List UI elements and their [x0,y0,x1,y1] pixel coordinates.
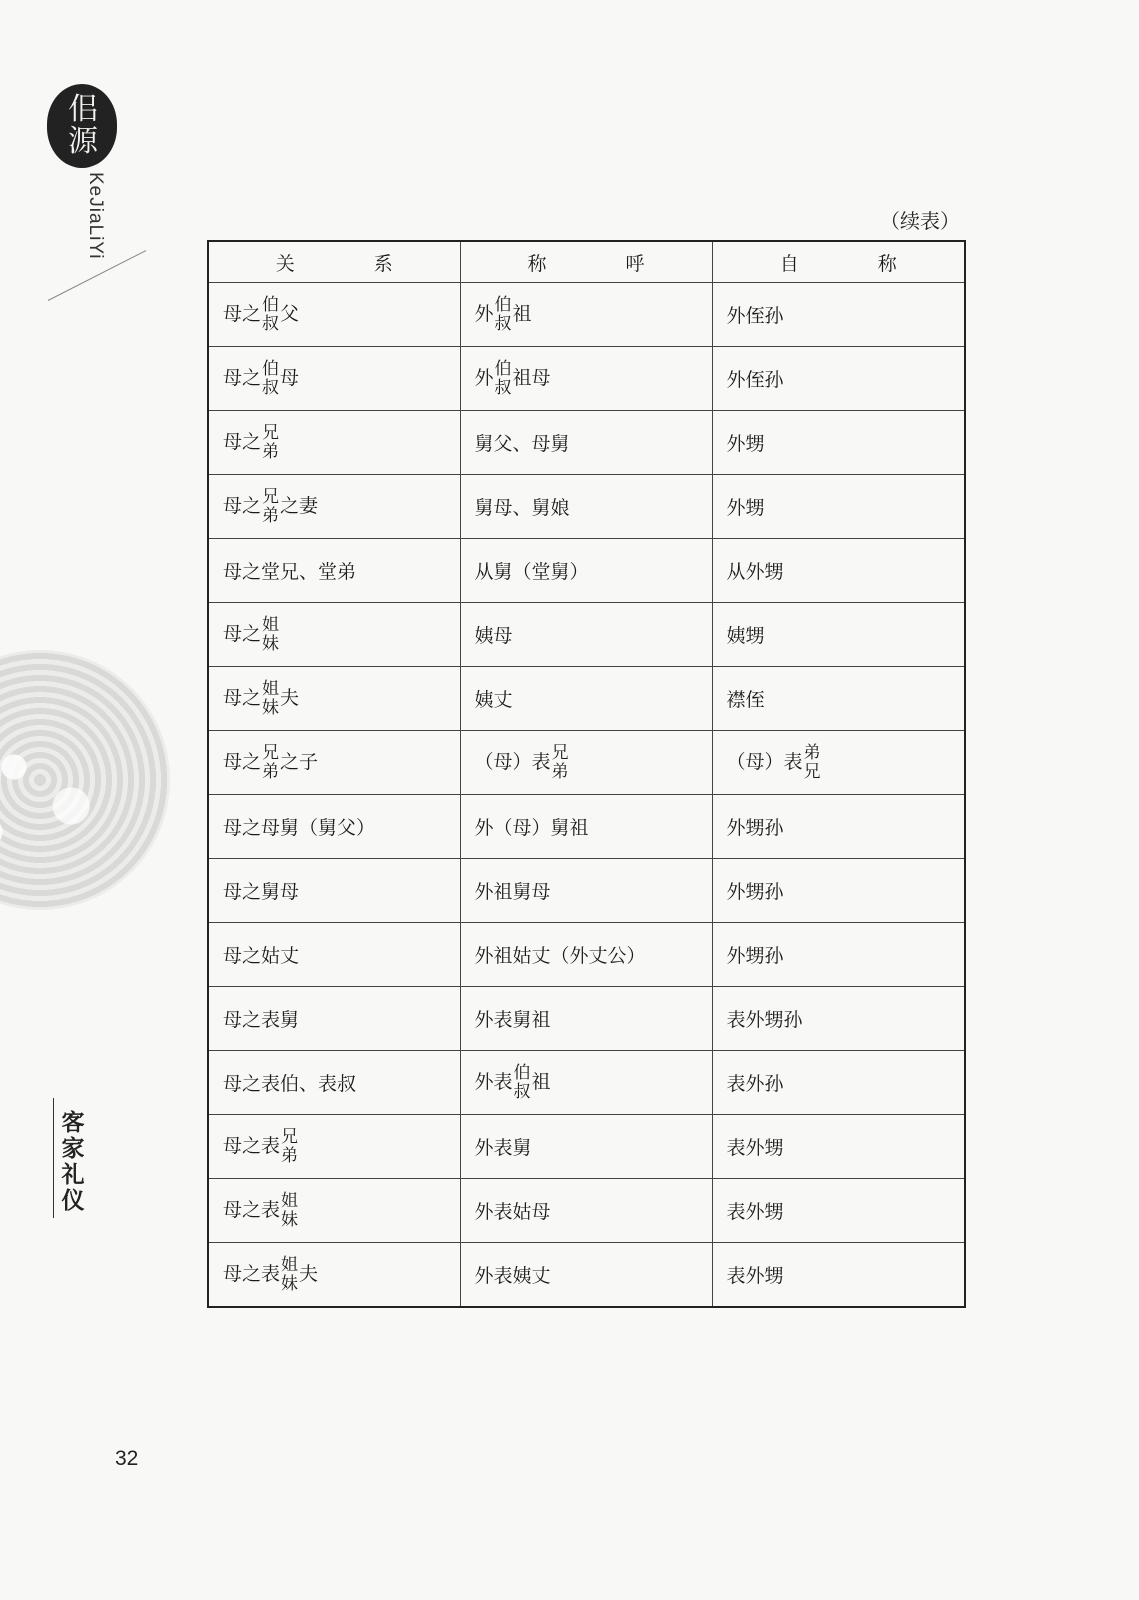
stacked-char: 弟 [281,1145,299,1166]
cell-text: 母之 [223,686,262,709]
stacked-char: 妹 [281,1273,299,1294]
relation-cell [208,539,460,603]
stacked-char: 弟 [551,761,569,782]
stacked-char: 妹 [281,1209,299,1230]
address-cell [460,923,712,987]
header-address: 称 呼 [460,241,712,283]
cell-text: 外表姨丈 [474,1265,551,1287]
cell-text: （母）表 [726,750,803,773]
cell-text-suffix: 父 [280,302,300,325]
table-row [208,987,965,1051]
self-cell [712,539,965,603]
stacked-char: 姐 [262,614,280,635]
stacked-char: 姐 [281,1254,299,1275]
cell-text-suffix: 夫 [280,686,300,709]
stacked-characters [262,680,279,718]
cell-text: 外甥孙 [726,817,784,839]
self-cell [712,347,965,411]
stacked-char: 弟 [262,505,280,526]
page-number: 32 [115,1447,139,1470]
table-row [208,795,965,859]
cell-text: 外甥孙 [726,881,784,903]
stacked-char: 兄 [262,422,280,443]
self-cell [712,1179,965,1243]
cell-text: 母之母舅（舅父） [223,817,376,839]
relation-cell [208,603,460,667]
cell-text: 母之表伯、表叔 [223,1073,357,1095]
relation-cell [208,1115,460,1179]
cell-text: （母）表 [474,750,551,773]
stacked-characters [262,744,279,782]
self-cell [712,603,965,667]
cell-text: 外表 [474,1070,513,1093]
header-relation: 关 系 [208,241,460,283]
stacked-characters [495,296,512,334]
cell-text-suffix: 夫 [299,1262,319,1285]
cell-text-suffix: 之妻 [280,494,319,517]
self-cell [712,1051,965,1115]
relation-cell [208,795,460,859]
table-row [208,539,965,603]
address-cell [460,1051,712,1115]
cell-text: 表外甥孙 [726,1009,803,1031]
relation-cell [208,347,460,411]
series-title-cn: 客家礼仪 [61,1110,85,1214]
relation-cell [208,475,460,539]
stacked-char: 伯 [494,358,512,379]
relation-cell [208,283,460,347]
stacked-char: 兄 [262,742,280,763]
table-header-row [208,241,965,283]
cell-text: 外祖舅母 [474,881,551,903]
cell-text: 外甥 [726,497,765,519]
stacked-char: 兄 [281,1126,299,1147]
address-cell [460,603,712,667]
self-cell [712,283,965,347]
stacked-characters [514,1064,531,1102]
cell-text: 姨甥 [726,625,765,647]
stacked-char: 兄 [803,761,821,782]
stacked-char: 妹 [262,697,280,718]
relation-cell [208,1051,460,1115]
relation-cell [208,859,460,923]
cell-text: 从外甥 [726,561,784,583]
stacked-char: 弟 [262,761,280,782]
cell-text-suffix: 之子 [280,750,319,773]
self-cell [712,411,965,475]
stacked-char: 姐 [281,1190,299,1211]
header-self: 自 称 [712,241,965,283]
cell-text: 外表舅 [474,1137,532,1159]
cell-text-suffix: 母 [280,366,300,389]
seal-logo [47,84,117,168]
stacked-char: 叔 [262,313,280,334]
address-cell [460,283,712,347]
self-cell [712,859,965,923]
self-cell [712,1243,965,1308]
cell-text: 母之姑丈 [223,945,300,967]
stacked-characters [552,744,569,782]
address-cell [460,1115,712,1179]
cell-text: 母之堂兄、堂弟 [223,561,357,583]
series-title-en: KeJiaLiYi [85,172,106,260]
table-row [208,1115,965,1179]
cell-text: 表外甥 [726,1137,784,1159]
cell-text: 襟侄 [726,689,765,711]
table-row [208,603,965,667]
stacked-char: 兄 [551,742,569,763]
relation-cell [208,731,460,795]
table-row [208,859,965,923]
stacked-characters [804,744,821,782]
relation-cell [208,411,460,475]
address-cell [460,795,712,859]
cell-text: 表外甥 [726,1265,784,1287]
cell-text: 表外甥 [726,1201,784,1223]
self-cell [712,475,965,539]
self-cell [712,923,965,987]
table-body [208,283,965,1308]
stacked-characters [262,296,279,334]
relation-cell [208,1179,460,1243]
self-cell [712,731,965,795]
cell-text: 母之表 [223,1262,281,1285]
stacked-characters [281,1128,298,1166]
address-cell [460,987,712,1051]
decorative-medallion [0,650,170,910]
address-cell [460,859,712,923]
stacked-char: 伯 [262,294,280,315]
cell-text: 外侄孙 [726,305,784,327]
self-cell [712,987,965,1051]
address-cell [460,411,712,475]
stacked-characters [262,360,279,398]
stacked-char: 姐 [262,678,280,699]
address-cell [460,667,712,731]
stacked-char: 叔 [494,313,512,334]
cell-text: 母之 [223,366,262,389]
cell-text: 表外孙 [726,1073,784,1095]
cell-text: 母之表舅 [223,1009,300,1031]
relation-cell [208,667,460,731]
stacked-characters [262,424,279,462]
stacked-char: 弟 [262,441,280,462]
table-row [208,1243,965,1308]
table-row [208,1051,965,1115]
stacked-char: 叔 [262,377,280,398]
cell-text: 母之 [223,430,262,453]
cell-text-suffix: 祖 [531,1070,551,1093]
margin-rule [53,1098,54,1218]
stacked-characters [495,360,512,398]
address-cell [460,1243,712,1308]
cell-text: 姨丈 [474,689,513,711]
cell-text: 外表姑母 [474,1201,551,1223]
relation-cell [208,923,460,987]
table-row [208,731,965,795]
cell-text: 外 [474,302,494,325]
cell-text: 外 [474,366,494,389]
table-row [208,283,965,347]
self-cell [712,795,965,859]
continuation-label: （续表） [880,209,960,233]
stacked-characters [262,488,279,526]
address-cell [460,539,712,603]
stacked-char: 兄 [262,486,280,507]
stacked-characters [281,1256,298,1294]
address-cell [460,475,712,539]
stacked-char: 弟 [803,742,821,763]
address-cell [460,731,712,795]
relation-cell [208,987,460,1051]
relation-cell [208,1243,460,1308]
cell-text: 母之 [223,750,262,773]
stacked-char: 伯 [494,294,512,315]
cell-text: 母之舅母 [223,881,300,903]
self-cell [712,667,965,731]
stacked-char: 叔 [513,1081,531,1102]
self-cell [712,1115,965,1179]
table-row [208,475,965,539]
cell-text: 母之 [223,622,262,645]
cell-text: 从舅（堂舅） [474,561,589,583]
cell-text: 外祖姑丈（外丈公） [474,945,646,967]
table-row [208,347,965,411]
cell-text: 外（母）舅祖 [474,817,589,839]
seal-text: 佀源 [68,92,96,159]
stacked-characters [262,616,279,654]
stacked-char: 叔 [494,377,512,398]
kinship-table [207,240,966,1308]
cell-text: 母之 [223,302,262,325]
cell-text-suffix: 祖母 [512,366,551,389]
cell-text: 外甥 [726,433,765,455]
table-row [208,411,965,475]
cell-text: 舅父、母舅 [474,433,570,455]
stacked-char: 伯 [262,358,280,379]
stacked-characters [281,1192,298,1230]
table-row [208,1179,965,1243]
stacked-char: 妹 [262,633,280,654]
address-cell [460,347,712,411]
cell-text: 外表舅祖 [474,1009,551,1031]
table-row [208,923,965,987]
cell-text: 姨母 [474,625,513,647]
cell-text: 外侄孙 [726,369,784,391]
cell-text: 外甥孙 [726,945,784,967]
cell-text: 母之 [223,494,262,517]
address-cell [460,1179,712,1243]
cell-text: 母之表 [223,1134,281,1157]
stacked-char: 伯 [513,1062,531,1083]
table-row [208,667,965,731]
cell-text: 舅母、舅娘 [474,497,570,519]
cell-text-suffix: 祖 [512,302,532,325]
cell-text: 母之表 [223,1198,281,1221]
